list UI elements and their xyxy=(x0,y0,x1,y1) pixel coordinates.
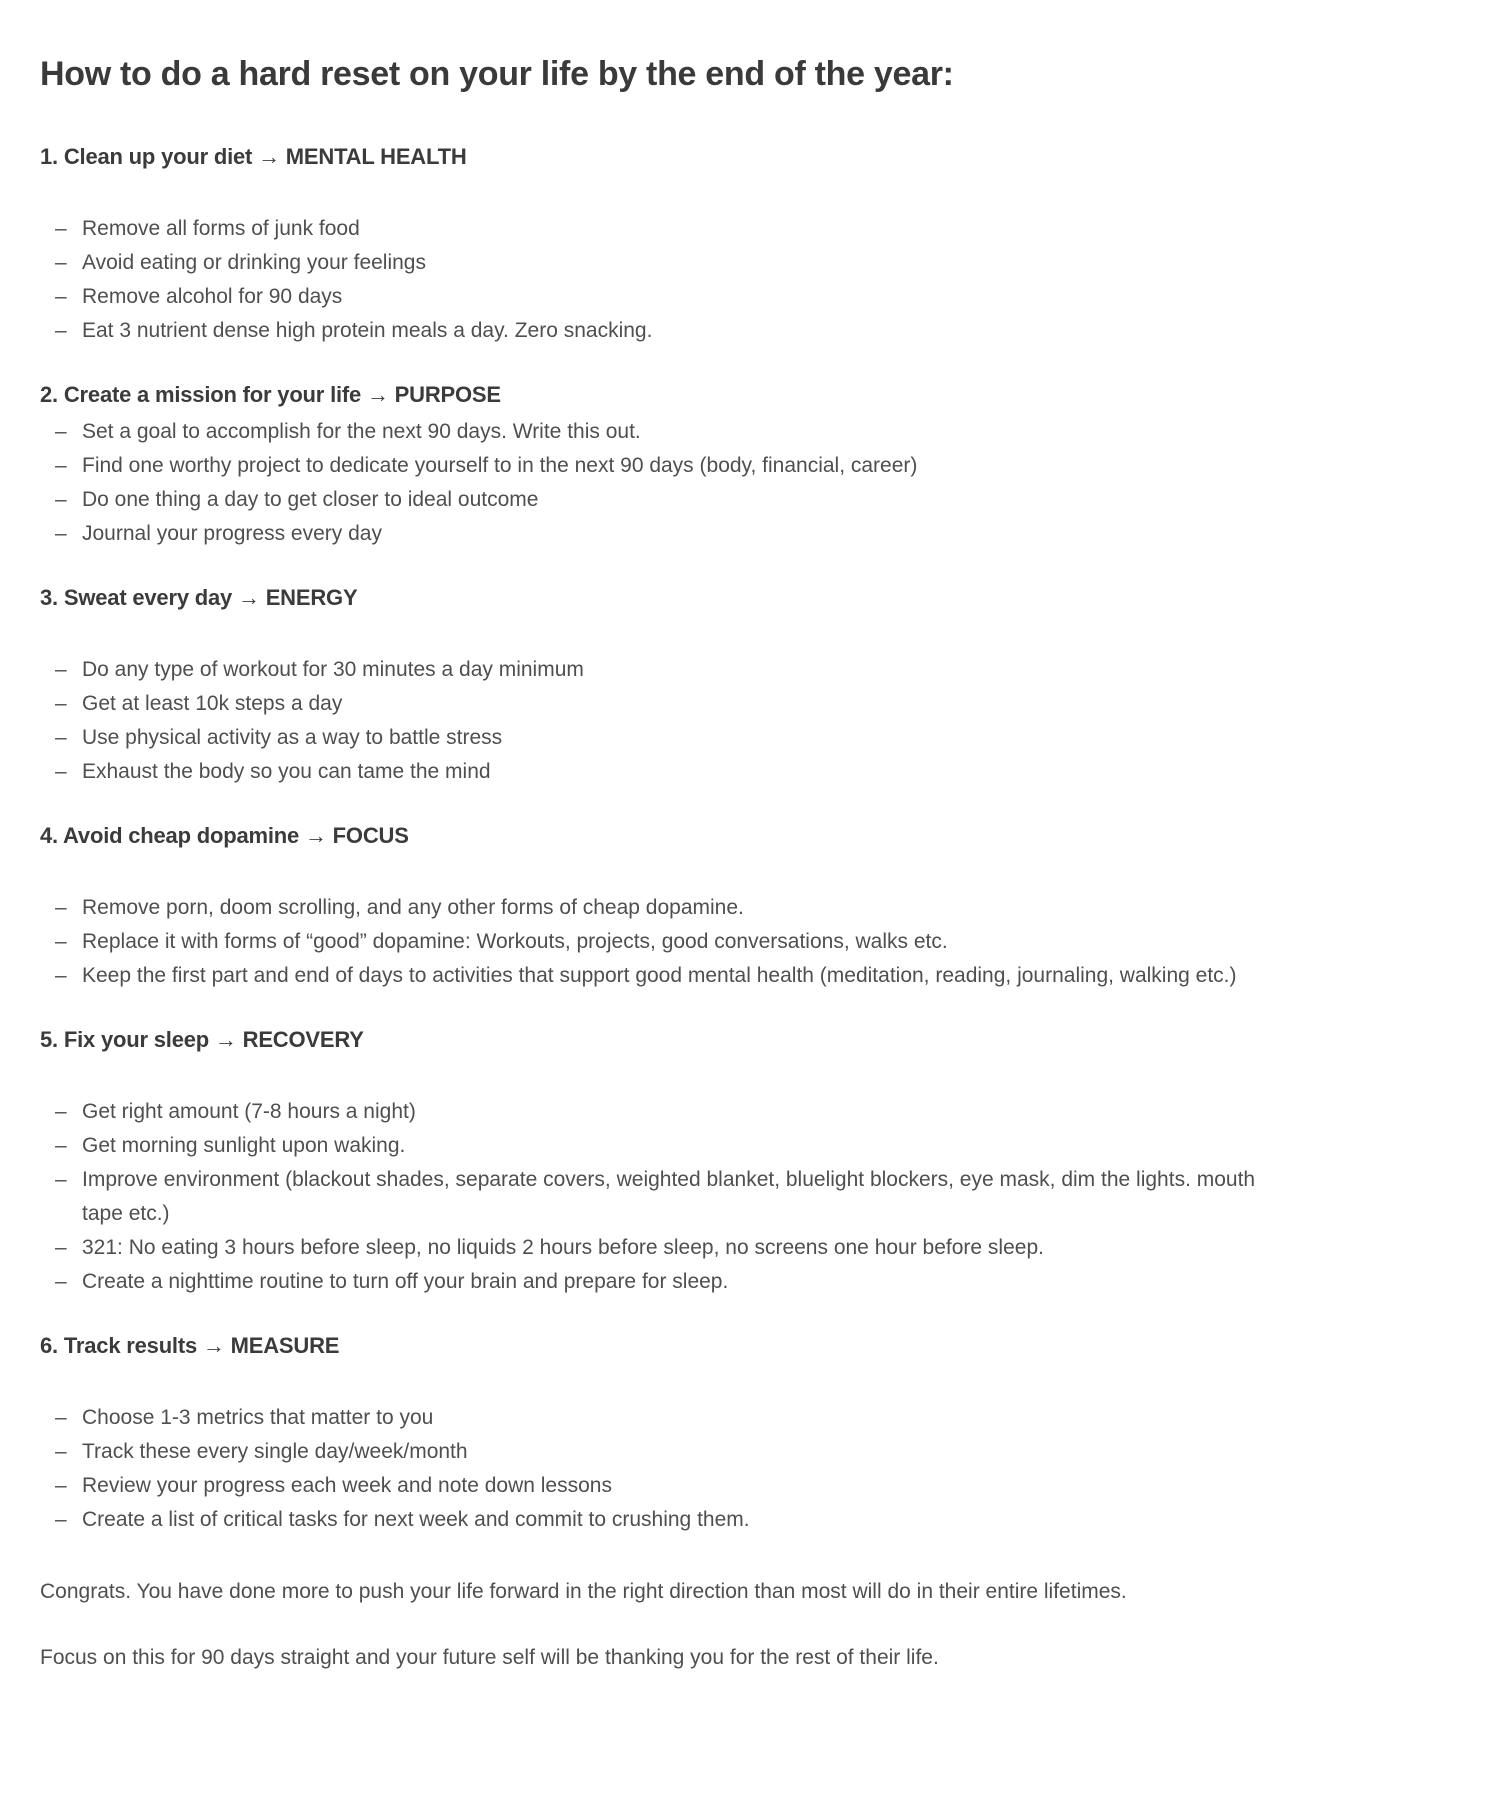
dash-marker: – xyxy=(55,285,67,308)
list-item xyxy=(40,1401,1282,1435)
section-heading: 5. Fix your sleep → RECOVERY xyxy=(40,1027,364,1052)
dash-marker: – xyxy=(55,420,67,443)
list-item-text: Eat 3 nutrient dense high protein meals a day. Zero snacking. xyxy=(82,319,653,342)
list-item-text: Do any type of workout for 30 minutes a day minimum xyxy=(82,658,584,681)
list-item-text: Set a goal to accomplish for the next 90 days. Write this out. xyxy=(82,420,641,443)
list-item-text: Get right amount (7-8 hours a night) xyxy=(82,1100,416,1123)
list-item xyxy=(40,1129,1282,1163)
list-item-text: Journal your progress every day xyxy=(82,522,382,545)
bullet-list xyxy=(40,212,1282,348)
list-item xyxy=(40,280,1282,314)
dash-marker: – xyxy=(55,1134,67,1157)
list-item xyxy=(40,925,1282,959)
list-item xyxy=(40,314,1282,348)
list-item xyxy=(40,653,1282,687)
list-item xyxy=(40,1503,1282,1537)
list-item-text: Get at least 10k steps a day xyxy=(82,692,343,715)
dash-marker: – xyxy=(55,760,67,783)
dash-marker: – xyxy=(55,726,67,749)
section-heading: 3. Sweat every day → ENERGY xyxy=(40,585,358,610)
dash-marker: – xyxy=(55,251,67,274)
list-item xyxy=(40,755,1282,789)
dash-marker: – xyxy=(55,1270,67,1293)
closing-paragraph-focus: Focus on this for 90 days straight and your future self will be thanking you for the rest of their life. xyxy=(40,1646,939,1669)
list-item xyxy=(40,1163,1282,1231)
list-item xyxy=(40,483,1282,517)
bullet-list xyxy=(40,415,1282,551)
list-item xyxy=(40,1265,1282,1299)
page-title: How to do a hard reset on your life by the end of the year: xyxy=(40,55,954,93)
dash-marker: – xyxy=(55,454,67,477)
dash-marker: – xyxy=(55,1440,67,1463)
section-heading: 1. Clean up your diet → MENTAL HEALTH xyxy=(40,144,467,169)
section-clean-up-diet xyxy=(40,140,1460,348)
list-item xyxy=(40,1435,1282,1469)
list-item-text: 321: No eating 3 hours before sleep, no liquids 2 hours before sleep, no screens one hour before sleep. xyxy=(82,1236,1044,1259)
dash-marker: – xyxy=(55,896,67,919)
section-avoid-cheap-dopamine xyxy=(40,819,1460,993)
list-item xyxy=(40,1469,1282,1503)
section-sweat-every-day xyxy=(40,581,1460,789)
dash-marker: – xyxy=(55,964,67,987)
dash-marker: – xyxy=(55,692,67,715)
list-item-text: Review your progress each week and note down lessons xyxy=(82,1474,612,1497)
list-item-text: Create a nighttime routine to turn off your brain and prepare for sleep. xyxy=(82,1270,729,1293)
list-item xyxy=(40,721,1282,755)
list-item-text: Create a list of critical tasks for next week and commit to crushing them. xyxy=(82,1508,750,1531)
bullet-list xyxy=(40,653,1282,789)
list-item xyxy=(40,415,1282,449)
list-item-text: Remove alcohol for 90 days xyxy=(82,285,343,308)
list-item-text: Choose 1-3 metrics that matter to you xyxy=(82,1406,434,1429)
bullet-list xyxy=(40,1095,1282,1299)
dash-marker: – xyxy=(55,1236,67,1259)
section-heading: 4. Avoid cheap dopamine → FOCUS xyxy=(40,823,409,848)
list-item-text: Track these every single day/week/month xyxy=(82,1440,468,1463)
list-item-text: Get morning sunlight upon waking. xyxy=(82,1134,406,1157)
list-item xyxy=(40,1095,1282,1129)
bullet-list xyxy=(40,1401,1282,1537)
list-item-text: Use physical activity as a way to battle stress xyxy=(82,726,503,749)
list-item-text: Find one worthy project to dedicate yourself to in the next 90 days (body, financial, career) xyxy=(82,454,918,477)
dash-marker: – xyxy=(55,1168,67,1191)
list-item xyxy=(40,687,1282,721)
dash-marker: – xyxy=(55,1508,67,1531)
dash-marker: – xyxy=(55,217,67,240)
dash-marker: – xyxy=(55,658,67,681)
dash-marker: – xyxy=(55,1100,67,1123)
list-item xyxy=(40,891,1282,925)
section-create-mission xyxy=(40,378,1460,551)
list-item xyxy=(40,1231,1282,1265)
list-item xyxy=(40,246,1282,280)
list-item-text: Keep the first part and end of days to activities that support good mental health (meditation, reading, journaling, walking etc.) xyxy=(82,964,1237,987)
dash-marker: – xyxy=(55,488,67,511)
list-item xyxy=(40,449,1282,483)
dash-marker: – xyxy=(55,930,67,953)
dash-marker: – xyxy=(55,319,67,342)
section-heading: 6. Track results → MEASURE xyxy=(40,1333,340,1358)
dash-marker: – xyxy=(55,1406,67,1429)
bullet-list xyxy=(40,891,1282,993)
list-item-text: Avoid eating or drinking your feelings xyxy=(82,251,426,274)
section-track-results xyxy=(40,1329,1460,1537)
list-item-text: Remove porn, doom scrolling, and any other forms of cheap dopamine. xyxy=(82,896,744,919)
list-item-text: Remove all forms of junk food xyxy=(82,217,360,240)
list-item-text: Replace it with forms of “good” dopamine: Workouts, projects, good conversations, walks etc. xyxy=(82,930,948,953)
list-item xyxy=(40,959,1282,993)
list-item-text: Exhaust the body so you can tame the mind xyxy=(82,760,491,783)
list-item-text: Do one thing a day to get closer to ideal outcome xyxy=(82,488,539,511)
section-fix-your-sleep xyxy=(40,1023,1460,1299)
dash-marker: – xyxy=(55,1474,67,1497)
list-item xyxy=(40,517,1282,551)
dash-marker: – xyxy=(55,522,67,545)
list-item-text: Improve environment (blackout shades, separate covers, weighted blanket, bluelight blockers, eye mask, dim the lights. mouth tape etc.) xyxy=(82,1168,1256,1225)
list-item xyxy=(40,212,1282,246)
closing-paragraph-congrats: Congrats. You have done more to push your life forward in the right direction than most will do in their entire lifetimes. xyxy=(40,1580,1127,1603)
section-heading: 2. Create a mission for your life → PURPOSE xyxy=(40,382,501,407)
